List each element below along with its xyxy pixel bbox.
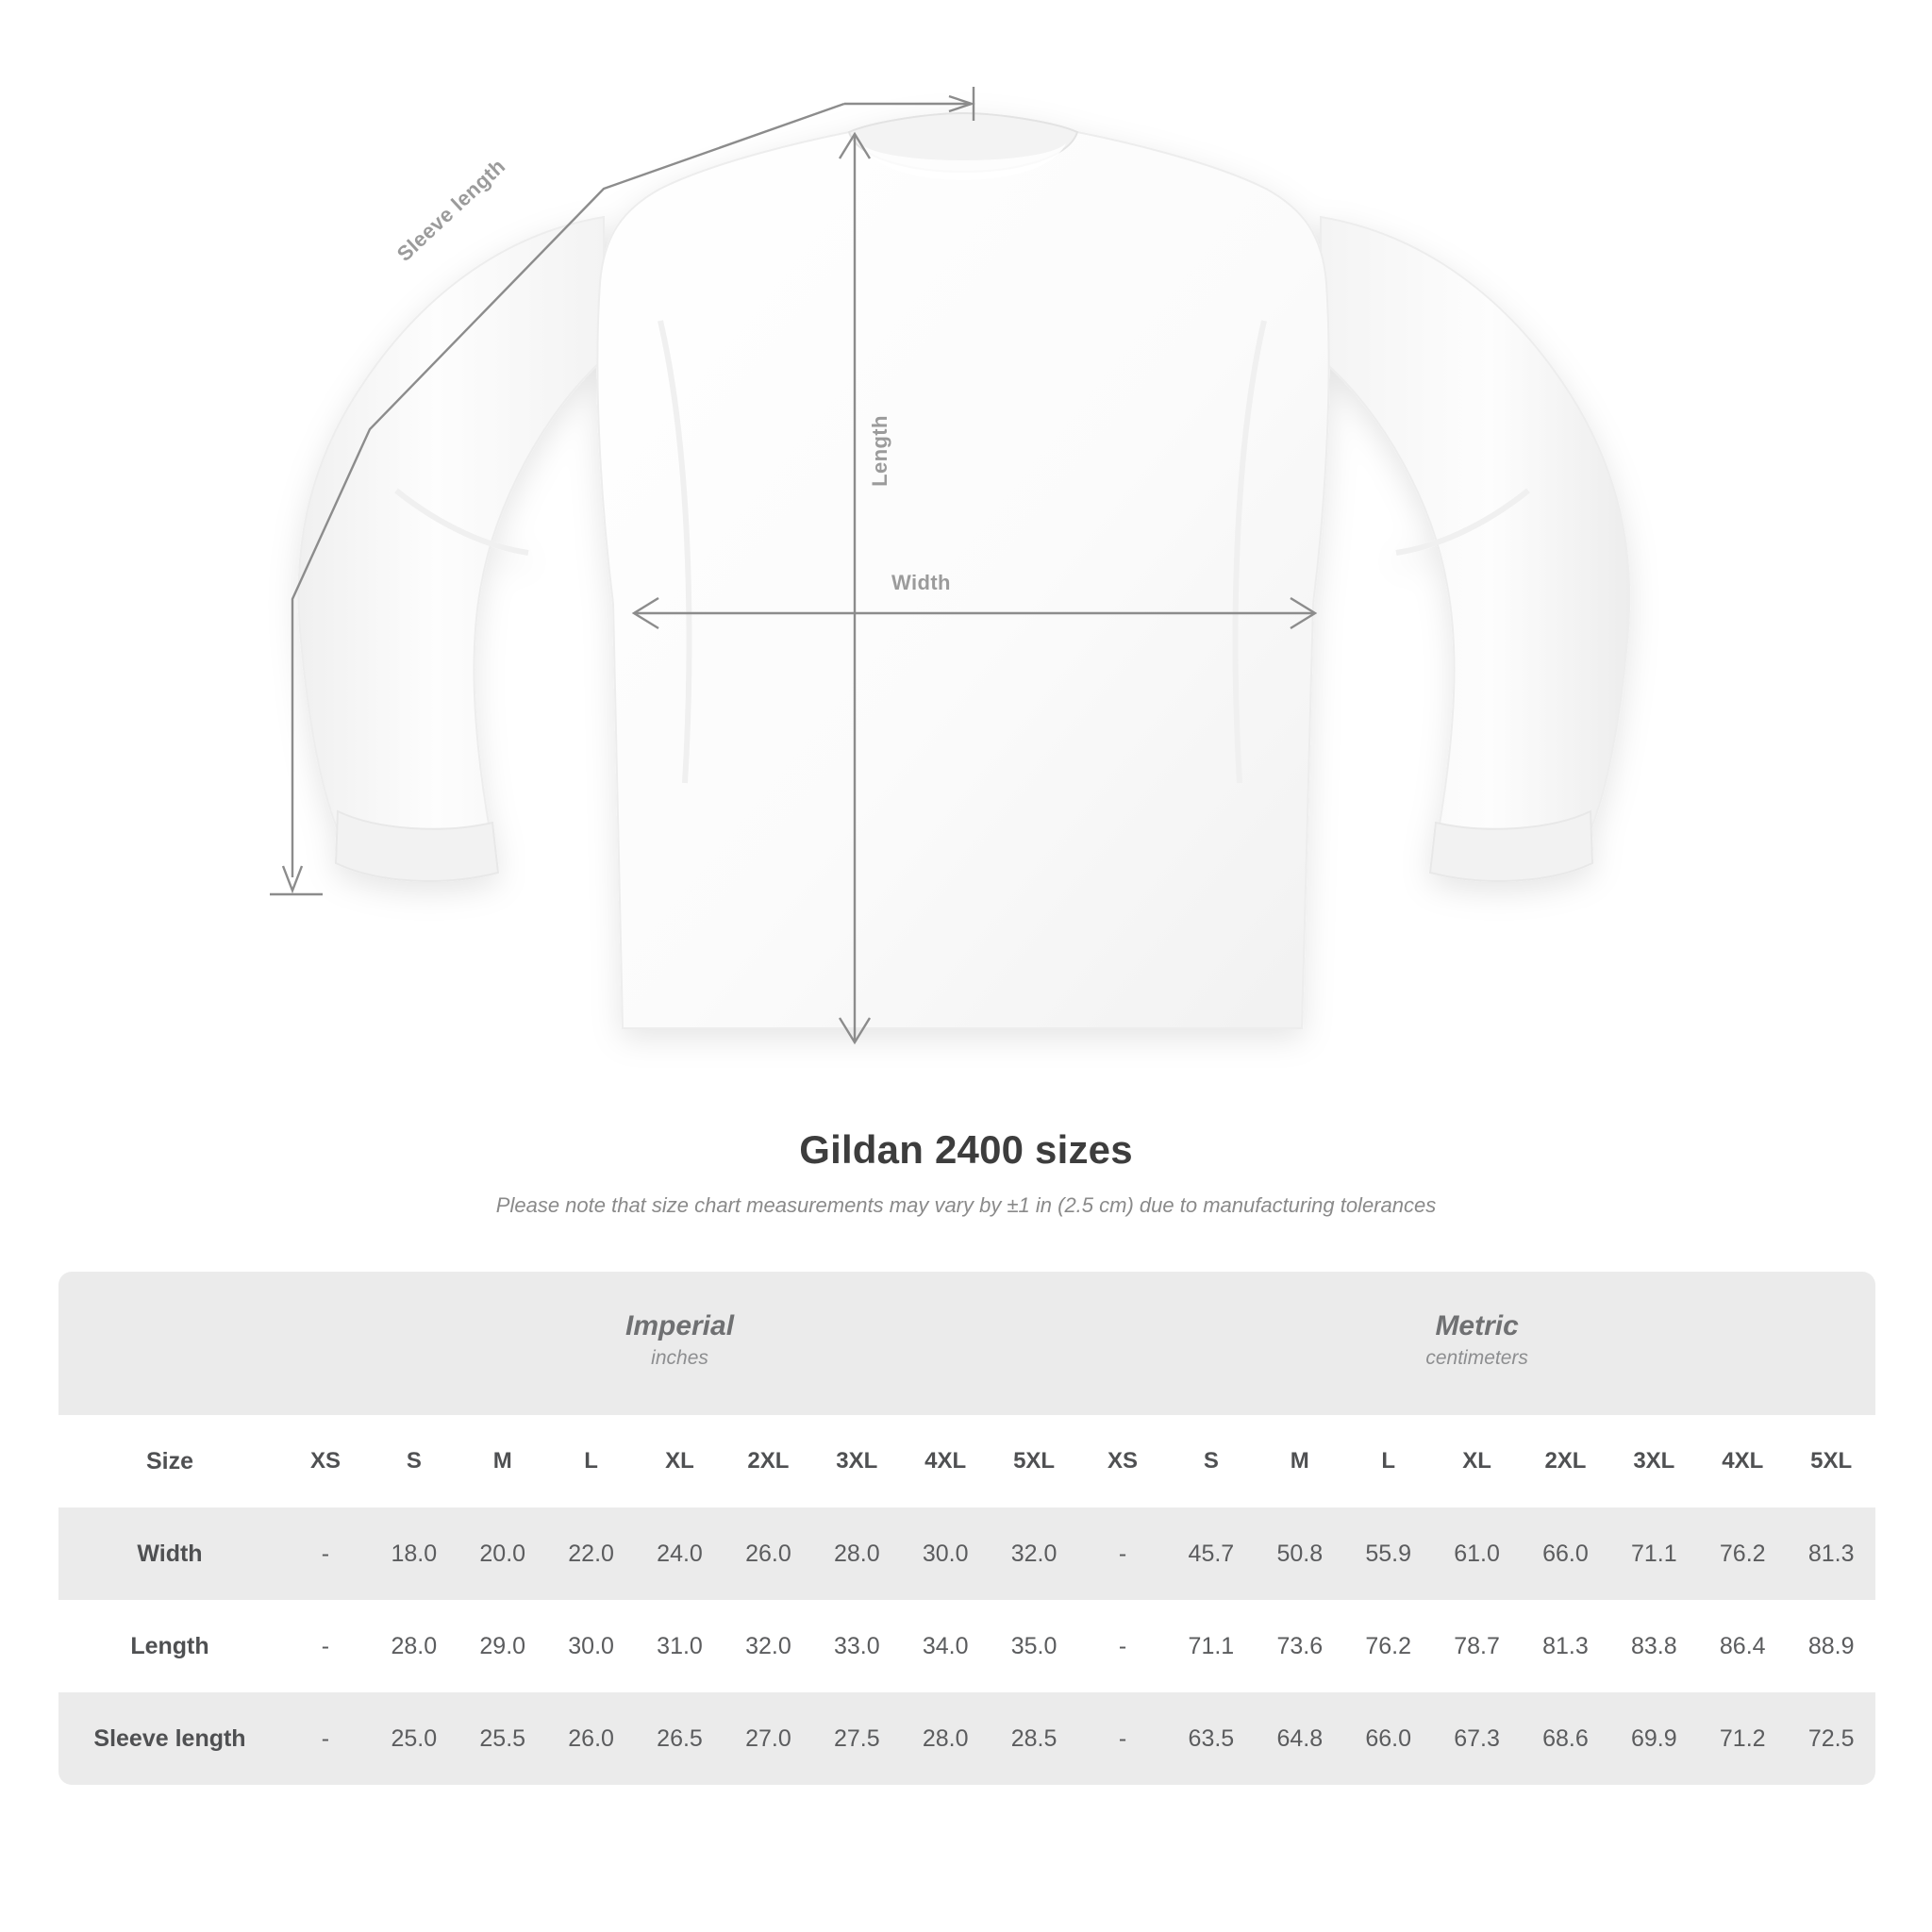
cell-length-8: 35.0 [990,1600,1078,1692]
table-row [58,1507,1875,1600]
size-table [58,1272,1875,1785]
header-col-9: XS [1078,1415,1167,1507]
cell-width-13: 61.0 [1433,1507,1522,1600]
width-label: Width [891,571,951,594]
header-col-5: 2XL [724,1415,812,1507]
cell-length-2: 29.0 [458,1600,547,1692]
header-col-17: 5XL [1787,1415,1875,1507]
cell-sleeve-9: - [1078,1692,1167,1785]
cell-width-3: 22.0 [547,1507,636,1600]
cell-sleeve-0: - [281,1692,370,1785]
cell-sleeve-5: 27.0 [724,1692,812,1785]
header-size: Size [58,1415,281,1507]
cell-length-9: - [1078,1600,1167,1692]
cell-width-1: 18.0 [370,1507,458,1600]
unit-name-imperial: Imperial [625,1310,735,1341]
cell-length-11: 73.6 [1256,1600,1344,1692]
cell-sleeve-17: 72.5 [1787,1692,1875,1785]
cell-sleeve-3: 26.0 [547,1692,636,1785]
header-col-1: S [370,1415,458,1507]
header-col-10: S [1167,1415,1256,1507]
cell-sleeve-8: 28.5 [990,1692,1078,1785]
unit-cell-metric [1078,1272,1875,1415]
unit-name-metric: Metric [1435,1310,1519,1341]
cell-sleeve-11: 64.8 [1256,1692,1344,1785]
cell-width-5: 26.0 [724,1507,812,1600]
header-col-14: 2XL [1522,1415,1610,1507]
title-block [0,1127,1932,1218]
unit-sub-metric: centimeters [1425,1346,1528,1369]
header-col-7: 4XL [901,1415,990,1507]
header-col-4: XL [636,1415,724,1507]
cell-width-9: - [1078,1507,1167,1600]
tolerance-note: Please note that size chart measurements may vary by ±1 in (2.5 cm) due to manufacturing tolerances [495,1193,1437,1217]
cell-sleeve-16: 71.2 [1698,1692,1787,1785]
shirt-shape [299,113,1630,1028]
cell-length-12: 76.2 [1344,1600,1433,1692]
cell-sleeve-1: 25.0 [370,1692,458,1785]
cell-width-8: 32.0 [990,1507,1078,1600]
cell-width-11: 50.8 [1256,1507,1344,1600]
table-row [58,1600,1875,1692]
cell-width-14: 66.0 [1522,1507,1610,1600]
header-col-16: 4XL [1698,1415,1787,1507]
cell-length-17: 88.9 [1787,1600,1875,1692]
cell-sleeve-14: 68.6 [1522,1692,1610,1785]
row-label-width: Width [58,1507,281,1600]
row-label-length: Length [58,1600,281,1692]
cell-length-15: 83.8 [1609,1600,1698,1692]
cell-length-14: 81.3 [1522,1600,1610,1692]
cell-width-4: 24.0 [636,1507,724,1600]
header-col-8: 5XL [990,1415,1078,1507]
cell-width-0: - [281,1507,370,1600]
header-col-3: L [547,1415,636,1507]
unit-sub-imperial: inches [651,1346,708,1369]
header-col-15: 3XL [1609,1415,1698,1507]
cell-length-5: 32.0 [724,1600,812,1692]
cell-width-7: 30.0 [901,1507,990,1600]
cell-width-16: 76.2 [1698,1507,1787,1600]
cell-width-2: 20.0 [458,1507,547,1600]
sleeve-length-label: Sleeve length [391,154,510,266]
unit-cell-imperial [281,1272,1078,1415]
cell-length-16: 86.4 [1698,1600,1787,1692]
page-title: Gildan 2400 sizes [799,1127,1133,1172]
cell-width-17: 81.3 [1787,1507,1875,1600]
cell-length-1: 28.0 [370,1600,458,1692]
cell-sleeve-4: 26.5 [636,1692,724,1785]
header-col-12: L [1344,1415,1433,1507]
row-label-sleeve-length: Sleeve length [58,1692,281,1785]
cell-sleeve-6: 27.5 [812,1692,901,1785]
cell-sleeve-2: 25.5 [458,1692,547,1785]
unit-header-row [58,1272,1875,1415]
cell-width-15: 71.1 [1609,1507,1698,1600]
cell-sleeve-15: 69.9 [1609,1692,1698,1785]
header-col-2: M [458,1415,547,1507]
cell-length-3: 30.0 [547,1600,636,1692]
header-col-11: M [1256,1415,1344,1507]
size-table-wrap [58,1272,1875,1785]
length-label: Length [867,415,891,487]
cell-width-10: 45.7 [1167,1507,1256,1600]
cell-sleeve-12: 66.0 [1344,1692,1433,1785]
cell-length-4: 31.0 [636,1600,724,1692]
cell-sleeve-13: 67.3 [1433,1692,1522,1785]
cell-sleeve-7: 28.0 [901,1692,990,1785]
cell-width-6: 28.0 [812,1507,901,1600]
cell-length-6: 33.0 [812,1600,901,1692]
cell-length-10: 71.1 [1167,1600,1256,1692]
header-col-6: 3XL [812,1415,901,1507]
unit-spacer-cell [58,1272,281,1415]
header-col-13: XL [1433,1415,1522,1507]
cell-length-13: 78.7 [1433,1600,1522,1692]
cell-length-0: - [281,1600,370,1692]
header-col-0: XS [281,1415,370,1507]
cell-sleeve-10: 63.5 [1167,1692,1256,1785]
cell-length-7: 34.0 [901,1600,990,1692]
cell-width-12: 55.9 [1344,1507,1433,1600]
column-header-row [58,1415,1875,1507]
table-row [58,1692,1875,1785]
